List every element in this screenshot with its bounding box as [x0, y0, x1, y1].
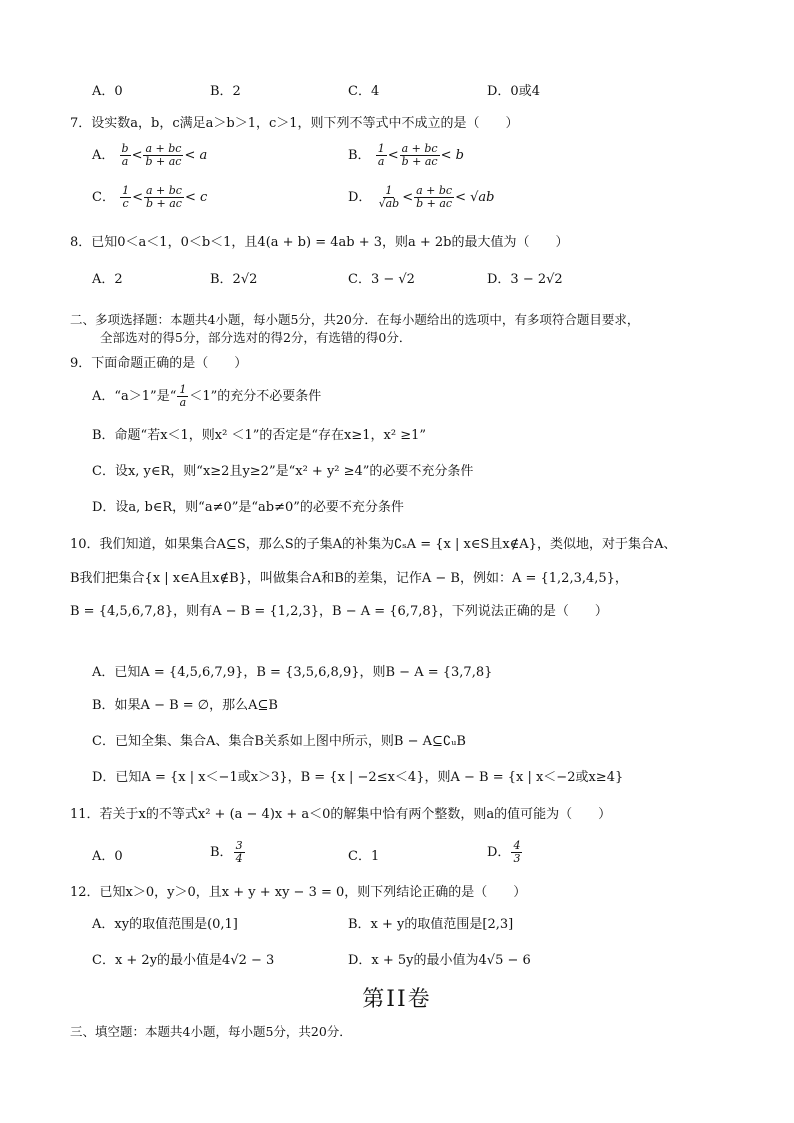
q10-stem-line3: B = {4,5,6,7,8}，则有A − B = {1,2,3}，B − A = {6,7,8}，下列说法正确的是（ ） [70, 604, 608, 619]
q6-option-c: C．4 [348, 84, 380, 99]
q9-option-b: B．命题“若x＜1，则x² ＜1”的否定是“存在x≥1，x² ≥1” [92, 428, 427, 443]
q12-option-b: B．x + y的取值范围是[2,3] [348, 917, 514, 932]
q10-option-a: A．已知A = {4,5,6,7,9}，B = {3,5,6,8,9}，则B − A = {3,7,8} [92, 665, 493, 680]
q8-option-d: D．3 − 2√2 [487, 272, 563, 287]
q6-option-b: B．2 [210, 84, 241, 99]
q8-option-c: C．3 − √2 [348, 272, 415, 287]
q7-option-c: C． $\frac{1}{c}$ < $\frac{a + bc}{b + ac}$ < c [92, 184, 208, 210]
q11-option-a: A．0 [92, 849, 123, 864]
q12-option-a: A．xy的取值范围是(0,1] [92, 917, 238, 932]
q7-option-a: A． $\frac{b}{a}$ < $\frac{a + bc}{b + ac}$ < a [92, 142, 208, 168]
q11-option-d: D． $\frac{4}{3}$ [487, 839, 521, 865]
section2-heading-line2: 全部选对的得5分，部分选对的得2分，有选错的得0分． [100, 330, 412, 345]
q6-option-a: A．0 [92, 84, 123, 99]
q12-option-c: C．x + 2y的最小值是4√2 − 3 [92, 953, 275, 968]
q11-option-b: B． $\frac{3}{4}$ [210, 839, 243, 865]
q9-stem: 9．下面命题正确的是（ ） [70, 356, 248, 371]
q12-option-d: D．x + 5y的最小值为4√5 − 6 [348, 953, 531, 968]
q11-stem: 11．若关于x的不等式x² + (a − 4)x + a＜0的解集中恰有两个整数，则a的值可能为（ ） [70, 807, 612, 822]
q9-option-a: A．“a＞1”是“ $\frac{1}{a}$ ＜1”的充分不必要条件 [92, 383, 322, 409]
q10-option-d: D．已知A = {x | x＜−1或x＞3}，B = {x | −2≤x＜4}，则A − B = {x | x＜−2或x≥4} [92, 770, 624, 785]
section2-heading-line1: 二、多项选择题：本题共4小题，每小题5分，共20分．在每小题给出的选项中，有多项符合题目要求， [70, 312, 640, 327]
q9-option-d: D．设a, b∈R，则“a≠0”是“ab≠0”的必要不充分条件 [92, 500, 404, 515]
q8-option-a: A．2 [92, 272, 123, 287]
q7-option-d: D． $\frac{1}{√ab}$ < $\frac{a + bc}{b + ac}$ < √ab [348, 184, 495, 210]
section3-heading: 三、填空题：本题共4小题，每小题5分，共20分． [70, 1024, 352, 1039]
q10-stem-line2: B我们把集合{x | x∈A且x∉B}，叫做集合A和B的差集，记作A − B，例如：A = {1,2,3,4,5}， [70, 571, 628, 586]
q8-stem: 8．已知0＜a＜1，0＜b＜1，且4(a + b) = 4ab + 3，则a + 2b的最大值为（ ） [70, 235, 569, 250]
q10-option-b: B．如果A − B = ∅，那么A⊆B [92, 698, 278, 713]
q12-stem: 12．已知x＞0，y＞0，且x + y + xy − 3 = 0，则下列结论正确的是（ ） [70, 885, 527, 900]
q6-option-d: D．0或4 [487, 84, 540, 99]
q9-option-c: C．设x, y∈R，则“x≥2且y≥2”是“x² + y² ≥4”的必要不充分条件 [92, 464, 474, 479]
q11-option-c: C．1 [348, 849, 380, 864]
q7-stem: 7．设实数a，b，c满足a＞b＞1，c＞1，则下列不等式中不成立的是（ ） [70, 116, 519, 131]
q10-stem-line1: 10．我们知道，如果集合A⊆S，那么S的子集A的补集为∁ₛA = {x | x∈S且x∉A}，类似地，对于集合A、 [70, 537, 677, 552]
q7-option-b: B． $\frac{1}{a}$ < $\frac{a + bc}{b + ac}$ < b [348, 142, 464, 168]
part2-title: 第II卷 [362, 987, 432, 1012]
q8-option-b: B．2√2 [210, 272, 258, 287]
q10-option-c: C．已知全集、集合A、集合B关系如上图中所示，则B − A⊆∁ᵤB [92, 734, 466, 749]
